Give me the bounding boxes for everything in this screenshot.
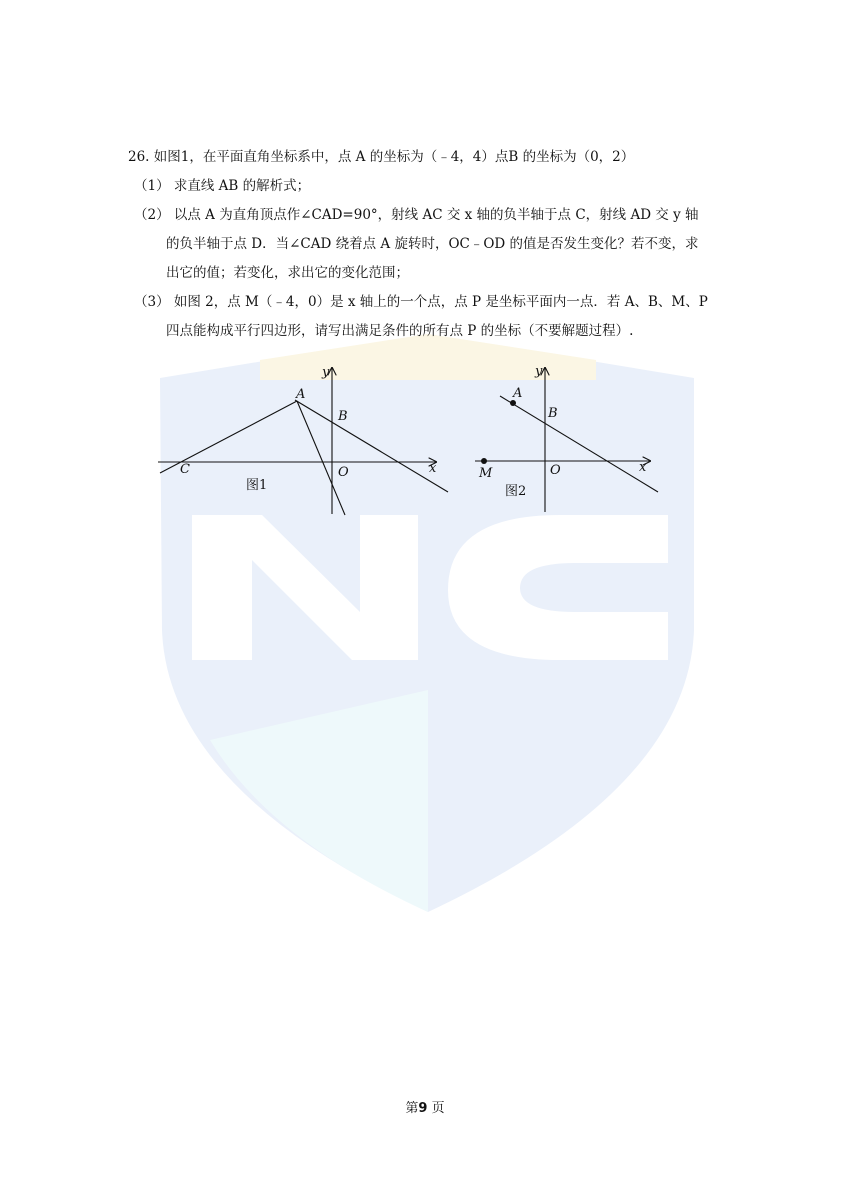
label-a: A: [513, 386, 523, 401]
line-ab: [500, 396, 658, 492]
line-ab: [295, 400, 448, 492]
part-2-line-2: 的负半轴于点 D．当∠CAD 绕着点 A 旋转时，OC﹣OD 的值是否发生变化？若不变，求: [166, 236, 699, 252]
page-number: 9: [418, 1101, 428, 1116]
part-1-label: （1）: [134, 178, 170, 194]
question-part-1: [134, 177, 310, 195]
part-1-text: 求直线 AB 的解析式；: [173, 178, 311, 194]
label-c: C: [180, 462, 190, 477]
footer-prefix: 第: [405, 1101, 419, 1116]
label-a: A: [296, 387, 306, 402]
question-stem-text: 如图1，在平面直角坐标系中，点 A 的坐标为（﹣4，4）点B 的坐标为（0，2）: [153, 149, 635, 165]
question-stem: [128, 148, 634, 166]
footer-suffix: 页: [427, 1101, 445, 1116]
label-x: x: [429, 461, 437, 476]
point-m: [481, 458, 487, 464]
question-part-2: [134, 206, 699, 224]
label-o: O: [550, 463, 561, 478]
label-b: B: [548, 406, 558, 421]
label-x: x: [639, 460, 647, 475]
figure-2-caption: 图2: [505, 484, 527, 499]
part-3-line-2: 四点能构成平行四边形，请写出满足条件的所有点 P 的坐标（不要解题过程）.: [166, 323, 634, 339]
label-b: B: [338, 409, 348, 424]
part-2-label: （2）: [134, 207, 170, 223]
figure-2: [470, 360, 670, 520]
part-2-line-1: 以点 A 为直角顶点作∠CAD=90°，射线 AC 交 x 轴的负半轴于点 C，射线 AD 交 y 轴: [173, 207, 699, 223]
page-footer: [0, 1097, 850, 1116]
part-3-line-1: 如图 2，点 M（﹣4，0）是 x 轴上的一个点，点 P 是坐标平面内一点．若 A、B、M、P: [173, 294, 708, 310]
label-m: M: [479, 466, 493, 481]
figure-1-caption: 图1: [246, 478, 268, 493]
part-2-line-3: 出它的值；若变化，求出它的变化范围；: [166, 265, 409, 281]
label-y: y: [322, 365, 330, 380]
label-o: O: [338, 465, 349, 480]
label-y: y: [535, 364, 543, 379]
figure-1: [150, 360, 460, 520]
part-3-label: （3）: [134, 294, 170, 310]
question-part-3: [134, 293, 708, 311]
question-number: 26.: [128, 149, 150, 165]
